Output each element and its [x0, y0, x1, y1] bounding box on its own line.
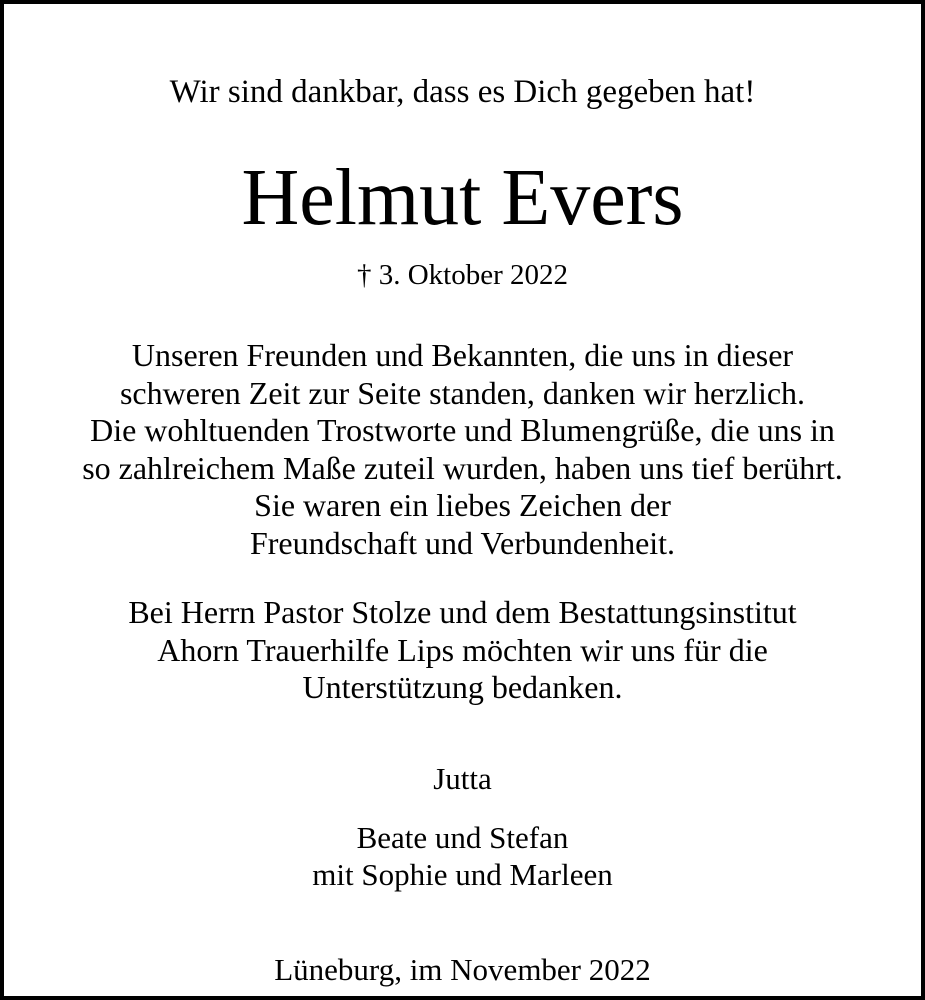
thanks-line: schweren Zeit zur Seite standen, danken wir herzlich.	[119, 374, 806, 411]
motto-line: Wir sind dankbar, dass es Dich gegeben hat!	[169, 74, 756, 110]
thanks-line: Die wohltuenden Trostworte und Blumengrüße, die uns in	[90, 412, 835, 448]
signer-name: mit Sophie und Marleen	[312, 857, 613, 892]
extra-thanks-paragraph	[14, 594, 911, 707]
deceased-name: Helmut Evers	[241, 154, 684, 242]
thanks-line: so zahlreichem Maße zuteil wurden, haben uns tief berührt.	[82, 449, 843, 486]
death-date: † 3. Oktober 2022	[356, 259, 569, 291]
place-date: Lüneburg, im November 2022	[274, 952, 651, 987]
thanks-line: Sie waren ein liebes Zeichen der	[254, 487, 671, 523]
thanks-paragraph	[14, 337, 911, 562]
extra-thanks-line: Ahorn Trauerhilfe Lips möchten wir uns für die	[157, 631, 768, 668]
thanks-line: Unseren Freunden und Bekannten, die uns in dieser	[131, 337, 794, 373]
signer-name: Jutta	[433, 761, 492, 796]
signer-name: Beate und Stefan	[356, 820, 569, 855]
extra-thanks-line: Bei Herrn Pastor Stolze und dem Bestattungsinstitut	[128, 594, 797, 630]
signers-block	[14, 819, 911, 893]
extra-thanks-line: Unterstützung bedanken.	[302, 669, 623, 705]
thanks-line: Freundschaft und Verbundenheit.	[249, 524, 676, 561]
